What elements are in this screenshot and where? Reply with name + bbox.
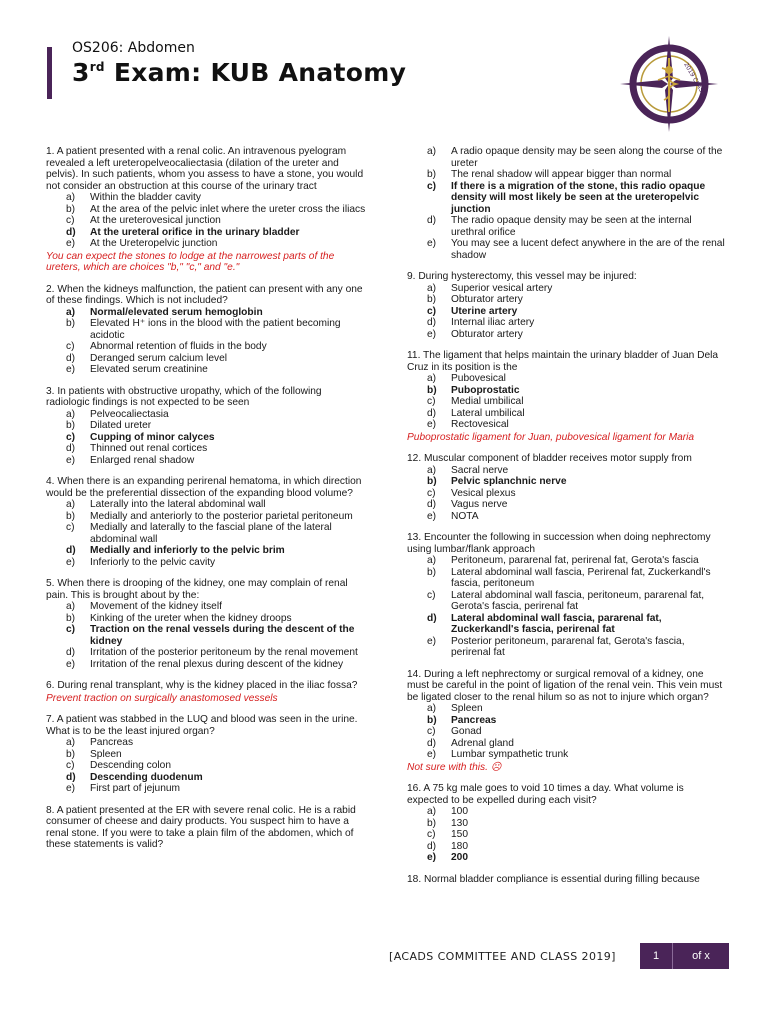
option — [66, 238, 368, 250]
option-letter: e) — [427, 328, 437, 340]
option-letter: d) — [66, 771, 76, 783]
option-text: Vagus nerve — [451, 499, 508, 510]
option-letter: b) — [427, 817, 437, 829]
option-text: Gonad — [451, 726, 482, 737]
option — [427, 590, 725, 613]
option-text: At the area of the pelvic inlet where the ureter cross the iliacs — [90, 203, 366, 215]
option-list — [46, 737, 368, 795]
option-text: Thinned out renal cortices — [90, 443, 208, 454]
question-item — [407, 874, 725, 886]
option — [66, 749, 368, 761]
option-text: Cupping of minor calyces — [90, 431, 215, 443]
option-letter: a) — [427, 373, 437, 384]
option-text: 130 — [451, 817, 468, 829]
option — [427, 373, 725, 385]
option-list — [46, 499, 368, 568]
option — [427, 829, 725, 841]
option-letter: e) — [66, 454, 76, 466]
option-letter: e) — [66, 238, 76, 249]
option — [427, 499, 725, 511]
option-letter: c) — [66, 341, 75, 352]
option — [427, 511, 725, 523]
answer-option — [66, 545, 368, 557]
option-text: Dilated ureter — [90, 420, 152, 431]
question-stem: 13. Encounter the following in succession when doing nephrectomy using lumbar/flank approach — [407, 532, 711, 555]
option-text: Superior vesical artery — [451, 282, 553, 294]
option-text: 100 — [451, 806, 468, 817]
option-letter: b) — [427, 714, 437, 726]
option-letter: b) — [66, 612, 76, 624]
option-text: Obturator artery — [451, 328, 523, 340]
option-list — [407, 703, 725, 761]
option-text: Adrenal gland — [451, 737, 514, 749]
option-letter: d) — [66, 226, 76, 238]
option-list — [46, 601, 368, 670]
option-letter: b) — [427, 294, 437, 305]
option-list — [46, 192, 368, 250]
option-letter: e) — [427, 749, 437, 760]
question-stem: 9. During hysterectomy, this vessel may be injured: — [407, 271, 637, 282]
question-stem: 18. Normal bladder compliance is essential during filling because — [407, 873, 700, 885]
option-letter: c) — [66, 431, 76, 443]
option-text: Descending duodenum — [90, 771, 203, 783]
option — [66, 499, 368, 511]
option-letter: d) — [66, 352, 76, 364]
option-list — [407, 146, 725, 261]
option-text: Medially and inferiorly to the pelvic brim — [90, 545, 285, 556]
option-letter: e) — [427, 510, 437, 522]
question-item — [46, 284, 368, 376]
option — [427, 146, 725, 169]
footer-credit: [ACADS COMMITTEE AND CLASS 2019] — [389, 950, 616, 963]
question-item — [407, 783, 725, 864]
option-letter: e) — [427, 852, 437, 863]
option-text: Kinking of the ureter when the kidney droops — [90, 612, 292, 624]
option-text: Pelvic splanchnic nerve — [451, 476, 567, 487]
option-letter: d) — [427, 840, 437, 852]
option — [66, 353, 368, 365]
option-text: Irritation of the renal plexus during descent of the kidney — [90, 658, 344, 670]
question-stem: 1. A patient presented with a renal colic. An intravenous pyelogram revealed a left ureteropelveocaliectasia (dilation of the ureter and pelvis). In such patients, whom you assess to have a stone, you would not consider an obstruction at this course of the urinary tract — [46, 146, 364, 192]
option — [427, 283, 725, 295]
header-accent-bar — [47, 47, 52, 99]
option-letter: b) — [427, 384, 437, 396]
option-letter: c) — [66, 215, 75, 226]
option-text: Enlarged renal shadow — [90, 454, 195, 466]
option-letter: e) — [66, 658, 76, 670]
option — [427, 841, 725, 853]
option-letter: d) — [427, 737, 437, 749]
option-text: Spleen — [90, 748, 122, 760]
option-list — [46, 307, 368, 376]
option-text: Lateral abdominal wall fascia, pararenal fat, Zuckerkandl's fascia, perirenal fat — [451, 612, 662, 635]
question-item — [46, 680, 368, 704]
option — [427, 738, 725, 750]
question-stem: 6. During renal transplant, why is the kidney placed in the iliac fossa? — [46, 680, 358, 691]
option-letter: a) — [427, 555, 437, 566]
question-stem: 2. When the kidneys malfunction, the patient can present with any one of these findings. Which is not included? — [46, 283, 363, 306]
option-text: Within the bladder cavity — [90, 192, 201, 203]
option-letter: d) — [66, 545, 76, 556]
option-text: Traction on the renal vessels during the descent of the kidney — [90, 624, 355, 647]
option-text: The renal shadow will appear bigger than normal — [451, 169, 672, 180]
question-item — [46, 714, 368, 795]
option-text: Medially and laterally to the fascial plane of the lateral abdominal wall — [90, 522, 332, 545]
option-text: Obturator artery — [451, 294, 523, 305]
option-text: Internal iliac artery — [451, 317, 535, 328]
option — [66, 215, 368, 227]
option-letter: a) — [427, 703, 437, 714]
question-stem: 12. Muscular component of bladder receives motor supply from — [407, 453, 692, 464]
option-letter: e) — [66, 783, 76, 794]
option — [66, 557, 368, 569]
question-item — [407, 669, 725, 774]
option-letter: c) — [427, 829, 436, 840]
option — [66, 409, 368, 421]
option — [66, 613, 368, 625]
page-title: 3rd Exam: KUB Anatomy — [72, 58, 407, 87]
option-text: Puboprostatic — [451, 384, 520, 396]
course-label: OS206: Abdomen — [72, 40, 195, 56]
option — [66, 341, 368, 353]
option-text: Pancreas — [90, 737, 134, 748]
option-list — [46, 409, 368, 467]
option — [66, 601, 368, 613]
option-letter: e) — [66, 556, 76, 568]
option-text: Descending colon — [90, 760, 171, 771]
answer-option — [427, 476, 725, 488]
right-question-column — [407, 146, 725, 895]
option-list — [407, 283, 725, 341]
answer-option — [427, 715, 725, 727]
option — [66, 659, 368, 671]
option — [66, 455, 368, 467]
answer-note: Prevent traction on surgically anastomosed vessels — [46, 692, 278, 704]
option-text: Lateral abdominal wall fascia, peritoneum, pararenal fat, Gerota's fascia, perirenal fat — [451, 589, 705, 612]
option-list — [407, 373, 725, 431]
option — [427, 555, 725, 567]
question-stem: 3. In patients with obstructive uropathy, which of the following radiologic findings is not expected to be seen — [46, 385, 322, 408]
option — [427, 636, 725, 659]
question-stem: 16. A 75 kg male goes to void 10 times a day. What volume is expected to be expelled during each visit? — [407, 783, 684, 806]
question-item — [407, 453, 725, 522]
option-letter: a) — [66, 601, 76, 612]
option-letter: e) — [66, 364, 76, 375]
option-text: A radio opaque density may be seen along the course of the ureter — [451, 146, 723, 169]
option-letter: c) — [427, 305, 437, 317]
answer-note: Not sure with this. ☹ — [407, 761, 502, 773]
option-letter: c) — [427, 487, 436, 499]
option — [66, 204, 368, 216]
question-stem: 14. During a left nephrectomy or surgical removal of a kidney, one must be careful in the point of ligation of the renal vein. This vein must be ligated closer to the renal hilum so as not to injure which organ? — [407, 668, 723, 703]
page-indicator — [640, 943, 729, 969]
option-text: Pubovesical — [451, 373, 506, 384]
option — [66, 760, 368, 772]
option-letter: a) — [427, 464, 437, 476]
question-item — [46, 805, 368, 851]
option — [427, 567, 725, 590]
option — [427, 169, 725, 181]
option — [427, 294, 725, 306]
option-list — [407, 465, 725, 523]
option — [427, 726, 725, 738]
option-letter: d) — [66, 647, 76, 658]
option-text: Irritation of the posterior peritoneum by the renal movement — [90, 647, 358, 658]
option — [66, 647, 368, 659]
answer-note: Puboprostatic ligament for Juan, pubovesical ligament for Maria — [407, 431, 695, 443]
class-crest-logo — [618, 34, 720, 134]
option-text: Lumbar sympathetic trunk — [451, 749, 569, 760]
answer-option — [427, 852, 725, 864]
option — [427, 818, 725, 830]
answer-option — [427, 306, 725, 318]
option-text: Normal/elevated serum hemoglobin — [90, 306, 263, 318]
option — [427, 329, 725, 341]
question-item — [407, 271, 725, 340]
option-text: Lateral umbilical — [451, 407, 525, 419]
option-letter: b) — [66, 748, 76, 760]
option — [427, 749, 725, 761]
option — [66, 364, 368, 376]
option-text: Lateral abdominal wall fascia, Perirenal fat, Zuckerkandl's fascia, peritoneum — [451, 566, 711, 589]
answer-note: You can expect the stones to lodge at the narrowest parts of the ureters, which are choices "b," "c," and "e." — [46, 250, 335, 273]
option-letter: a) — [66, 737, 76, 748]
option — [427, 408, 725, 420]
answer-option — [427, 385, 725, 397]
option — [66, 420, 368, 432]
option-text: Spleen — [451, 703, 483, 714]
option-text: Medial umbilical — [451, 396, 524, 407]
option-text: Pelveocaliectasia — [90, 408, 169, 420]
question-stem: 7. A patient was stabbed in the LUQ and blood was seen in the urine. What is to be the least injured organ? — [46, 714, 358, 737]
option-letter: e) — [427, 635, 437, 647]
option-letter: a) — [427, 282, 437, 294]
question-item — [46, 146, 368, 274]
option-text: 180 — [451, 840, 468, 852]
option — [427, 806, 725, 818]
option — [66, 511, 368, 523]
option-text: Sacral nerve — [451, 464, 509, 476]
question-item — [407, 532, 725, 659]
option-text: You may see a lucent defect anywhere in the are of the renal shadow — [451, 238, 725, 261]
option-letter: d) — [427, 407, 437, 419]
option-text: If there is a migration of the stone, this radio opaque density will most likely be seen at the ureteropelvic junction — [451, 180, 706, 215]
option-list — [407, 555, 725, 659]
option-text: Peritoneum, pararenal fat, perirenal fat, Gerota's fascia — [451, 555, 699, 566]
option-letter: a) — [66, 499, 76, 510]
option-letter: b) — [66, 203, 76, 215]
option-letter: e) — [427, 238, 437, 249]
option-letter: b) — [66, 510, 76, 522]
option — [66, 522, 368, 545]
option-text: Laterally into the lateral abdominal wall — [90, 499, 266, 510]
answer-option — [66, 432, 368, 444]
option-letter: a) — [66, 306, 76, 318]
option-text: Inferiorly to the pelvic cavity — [90, 556, 216, 568]
option-text: 150 — [451, 829, 468, 840]
answer-option — [66, 307, 368, 319]
answer-option — [427, 613, 725, 636]
option-letter: a) — [66, 408, 76, 420]
option-letter: b) — [427, 476, 437, 487]
option — [427, 488, 725, 500]
answer-option — [66, 624, 368, 647]
option-letter: c) — [427, 396, 436, 407]
option-text: Abnormal retention of fluids in the body — [90, 341, 267, 352]
option-letter: a) — [427, 806, 437, 817]
option-letter: c) — [427, 589, 436, 601]
option-text: Pancreas — [451, 714, 497, 726]
option-list — [407, 806, 725, 864]
option-text: Elevated H⁺ ions in the blood with the patient becoming acidotic — [90, 318, 341, 341]
option — [427, 419, 725, 431]
option-letter: c) — [427, 180, 437, 192]
option-text: Movement of the kidney itself — [90, 601, 222, 612]
option-letter: d) — [66, 443, 76, 454]
question-item — [46, 578, 368, 670]
option — [427, 238, 725, 261]
option-text: At the ureterovesical junction — [90, 215, 221, 226]
page-total: of x — [692, 950, 710, 962]
option — [427, 465, 725, 477]
option-letter: c) — [66, 624, 76, 635]
option — [427, 317, 725, 329]
question-item — [407, 146, 725, 261]
option-letter: b) — [66, 420, 76, 431]
option-letter: a) — [66, 192, 76, 203]
option-text: At the ureteral orifice in the urinary bladder — [90, 226, 300, 238]
answer-option — [427, 181, 725, 216]
option-letter: c) — [427, 726, 436, 737]
question-item — [46, 476, 368, 568]
question-item — [46, 386, 368, 467]
option-letter: d) — [427, 215, 437, 226]
option-text: The radio opaque density may be seen at the internal urethral orifice — [451, 215, 692, 238]
option — [427, 703, 725, 715]
option — [66, 783, 368, 795]
option — [66, 443, 368, 455]
option-letter: a) — [427, 146, 437, 157]
question-stem: 11. The ligament that helps maintain the urinary bladder of Juan Dela Cruz in its position is the — [407, 350, 719, 373]
option-text: Vesical plexus — [451, 487, 516, 499]
option — [66, 192, 368, 204]
option-letter: e) — [427, 419, 437, 430]
option-text: At the Ureteropelvic junction — [90, 238, 218, 249]
option-text: Rectovesical — [451, 419, 509, 430]
option-text: First part of jejunum — [90, 783, 181, 794]
option-text: 200 — [451, 852, 468, 863]
question-item — [407, 350, 725, 443]
option-text: Deranged serum calcium level — [90, 352, 228, 364]
option-text: Uterine artery — [451, 305, 518, 317]
option-letter: c) — [66, 522, 75, 533]
option-letter: c) — [66, 760, 75, 771]
option — [427, 215, 725, 238]
page-number: 1 — [640, 943, 673, 969]
answer-option — [66, 772, 368, 784]
option-text: NOTA — [451, 510, 479, 522]
option-text: Medially and anteriorly to the posterior parietal peritoneum — [90, 510, 353, 522]
question-stem: 5. When there is drooping of the kidney, one may complain of renal pain. This is brought about by the: — [46, 578, 348, 601]
option-letter: d) — [427, 499, 437, 510]
option — [66, 318, 368, 341]
logo-text: 2019 CLASS — [682, 61, 707, 97]
option-text: Elevated serum creatinine — [90, 364, 208, 375]
option-letter: b) — [66, 318, 76, 329]
option-text: Posterior peritoneum, pararenal fat, Gerota's fascia, perirenal fat — [451, 635, 685, 658]
option-letter: b) — [427, 169, 437, 180]
option — [427, 396, 725, 408]
question-stem: 8. A patient presented at the ER with severe renal colic. He is a rabid consumer of cheese and dairy products. You suspect him to have a renal stone. If you were to take a plain film of the abdomen, which of these statements is valid? — [46, 804, 356, 850]
option-letter: d) — [427, 612, 437, 624]
answer-option — [66, 227, 368, 239]
option-letter: b) — [427, 566, 437, 578]
option — [66, 737, 368, 749]
question-stem: 4. When there is an expanding perirenal hematoma, in which direction would be the preferential dissection of the expanding blood volume? — [46, 476, 362, 499]
option-letter: d) — [427, 317, 437, 328]
left-question-column — [46, 146, 368, 861]
